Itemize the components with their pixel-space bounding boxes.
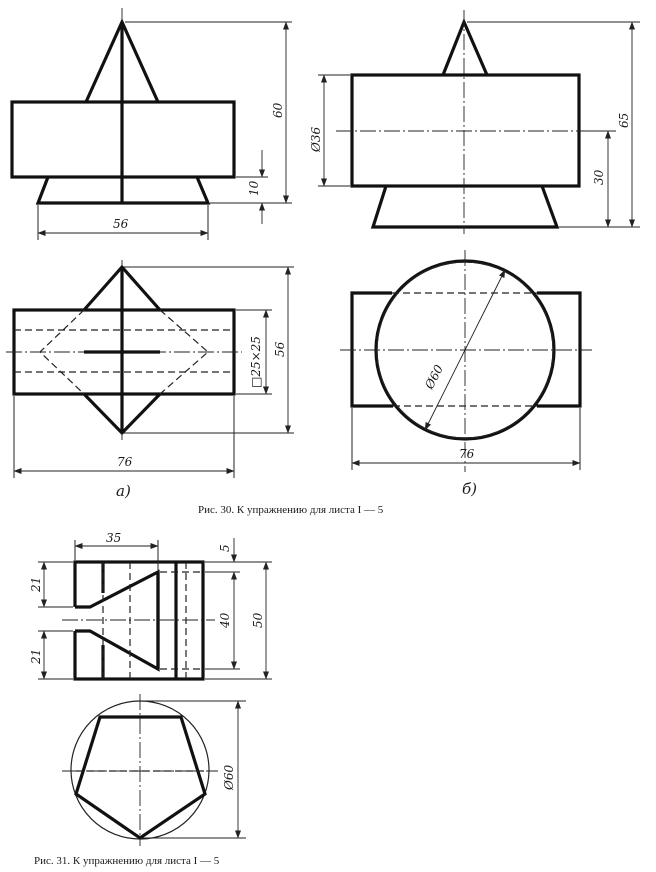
panel-a-label: а): [116, 482, 131, 500]
fig30a-front-view: [12, 8, 292, 240]
fig30b-top-view: [340, 250, 592, 498]
dim-upper-21-label: 21: [29, 576, 43, 592]
figure-31-caption: Рис. 31. К упражнению для листа I — 5: [34, 855, 220, 867]
figure-30-caption: Рис. 30. К упражнению для листа I — 5: [198, 504, 384, 516]
dim-circle-diameter-label: Ø60: [222, 764, 236, 790]
fig30a-top-view: [6, 260, 294, 500]
fig30b-pyramid-top: [443, 22, 487, 75]
fig31-triangle-cut: [75, 572, 158, 669]
fig30b-cylinder-outline: [352, 75, 579, 186]
dim-total-50-label: 50: [251, 612, 265, 628]
dim-inner-40-label: 40: [218, 612, 232, 628]
dim-length-76-label: 76: [117, 455, 133, 469]
fig30b-front-view: [309, 10, 640, 234]
dim-square-label: □25×25: [249, 336, 263, 388]
fig31-pentagon: [76, 717, 205, 838]
fig31-front-view: [29, 531, 272, 679]
fig30b-base: [373, 186, 557, 227]
dim-height-65-label: 65: [617, 112, 631, 128]
dim-width-35-label: 35: [106, 531, 122, 545]
dim-gap-5-label: 5: [218, 544, 232, 552]
dim-axis-height-label: 30: [592, 169, 606, 185]
dim-height-60-label: 60: [271, 102, 285, 118]
panel-b-label: б): [462, 480, 478, 498]
dim-sphere-diameter-label: Ø60: [422, 362, 447, 392]
dim-lower-21-label: 21: [29, 648, 43, 664]
dim-base-height-label: 10: [247, 180, 261, 196]
fig31-body-outline: [75, 562, 203, 679]
fig31-top-view: [62, 694, 246, 846]
dim-base-width-label: 56: [113, 217, 129, 231]
dim-length-76-label: 76: [459, 447, 475, 461]
dim-depth-56-label: 56: [273, 341, 287, 357]
dim-diameter-36-label: Ø36: [309, 126, 323, 152]
